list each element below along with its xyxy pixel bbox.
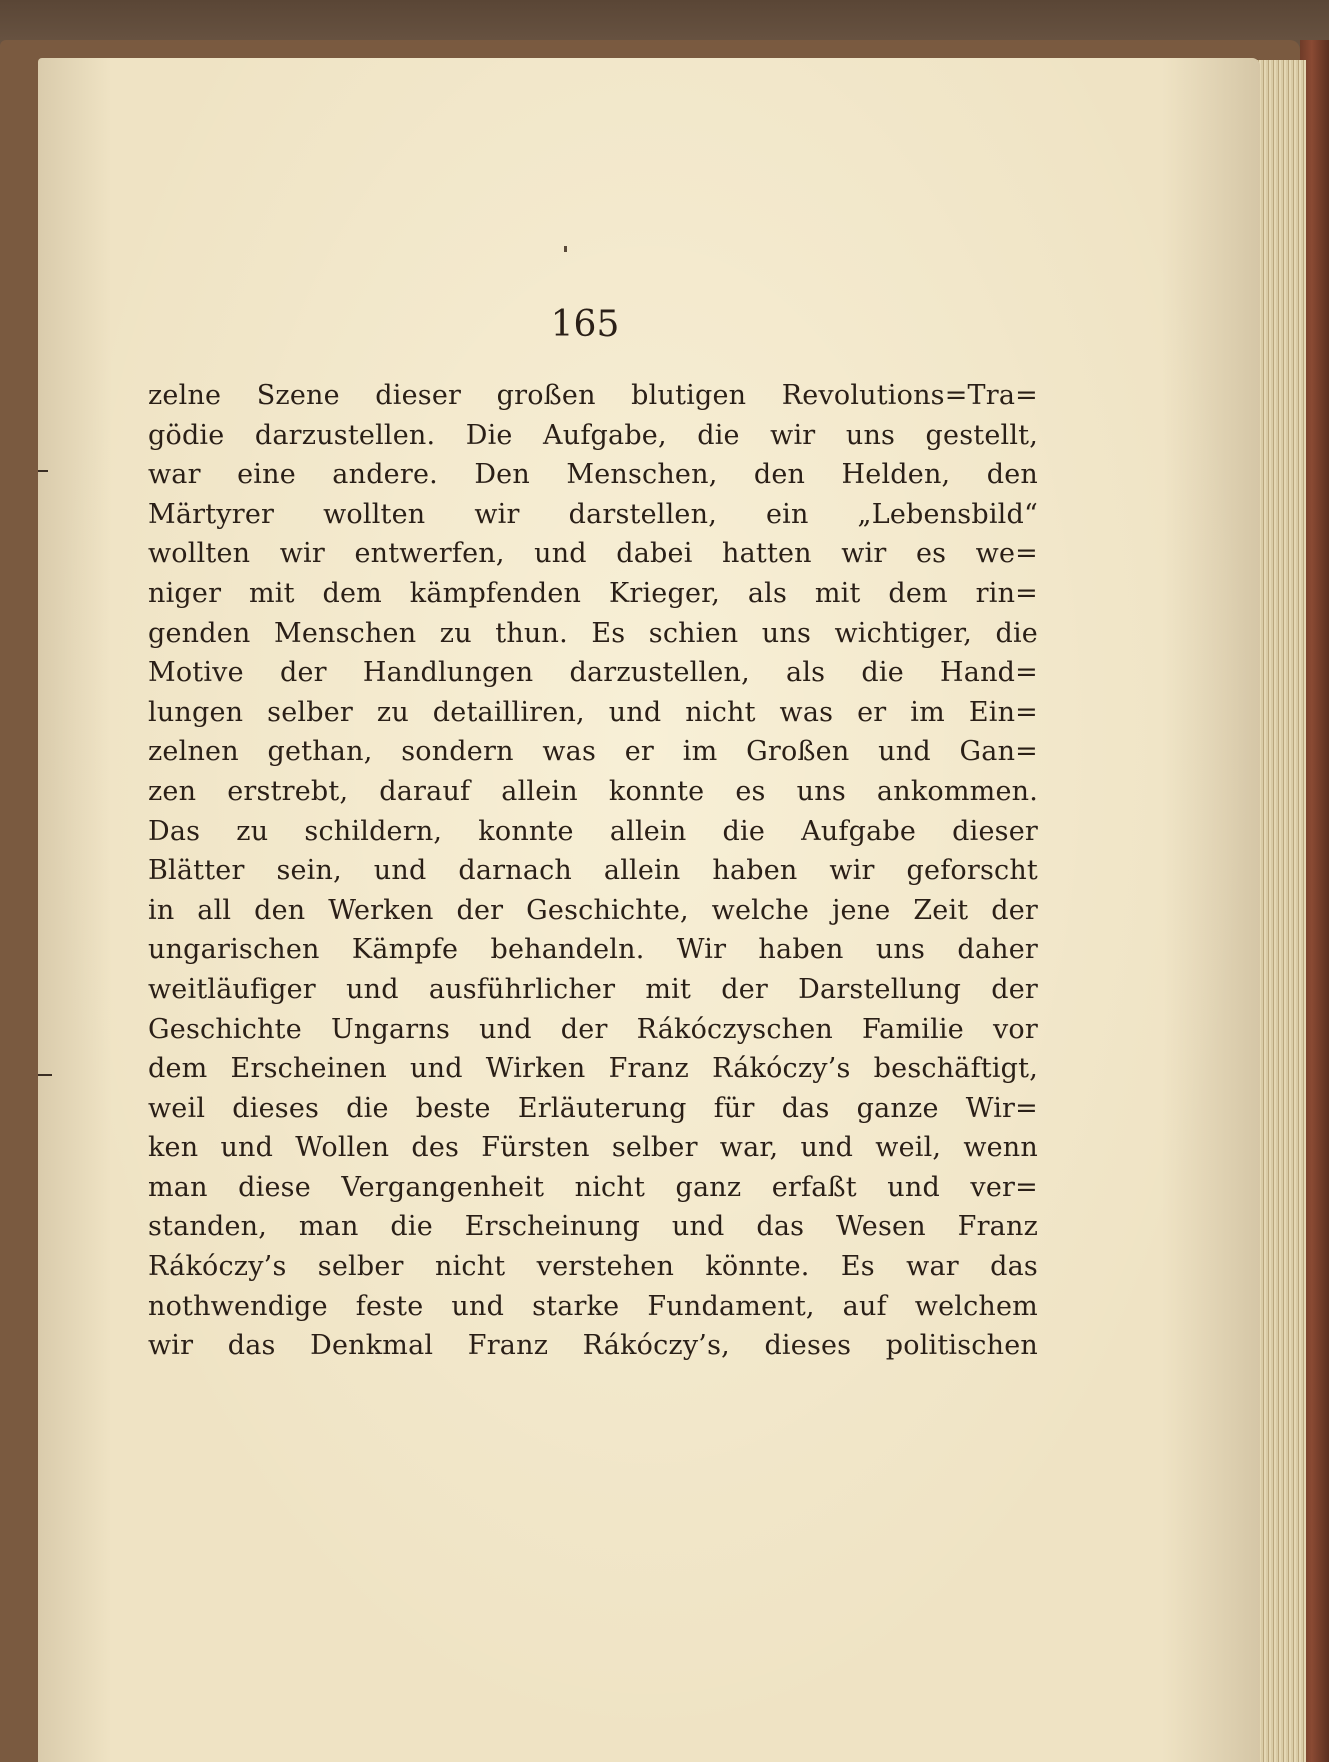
text-line: Geschichte Ungarns und der Rákóczyschen Familie vor [148, 1013, 1038, 1045]
text-line: Motive der Handlungen darzustellen, als die Hand= [148, 657, 1038, 689]
margin-mark [38, 470, 48, 472]
text-line: Rákóczy’s selber nicht verstehen könnte. Es war das [148, 1251, 1038, 1283]
text-line: zelne Szene dieser großen blutigen Revolutions=Tra= [148, 380, 1038, 411]
book-page [38, 58, 1260, 1762]
text-line: weitläufiger und ausführlicher mit der Darstellung der [148, 973, 1038, 1005]
text-line: zelnen gethan, sondern was er im Großen und Gan= [148, 736, 1038, 768]
text-line: Das zu schildern, konnte allein die Aufgabe dieser [148, 815, 1038, 847]
text-line: ungarischen Kämpfe behandeln. Wir haben uns daher [148, 934, 1038, 966]
text-line: genden Menschen zu thun. Es schien uns wichtiger, die [148, 617, 1038, 649]
text-line: zen erstrebt, darauf allein konnte es uns ankommen. [148, 775, 1038, 807]
text-line: nothwendige feste und starke Fundament, auf welchem [148, 1290, 1038, 1322]
text-line: gödie darzustellen. Die Aufgabe, die wir uns gestellt, [148, 419, 1038, 451]
text-line: Blätter sein, und darnach allein haben wir geforscht [148, 855, 1038, 887]
text-line: ken und Wollen des Fürsten selber war, und weil, wenn [148, 1132, 1038, 1164]
ink-speck [564, 246, 567, 252]
page-number: 165 [550, 304, 620, 345]
margin-mark [38, 1074, 52, 1076]
text-line: wollten wir entwerfen, und dabei hatten wir es we= [148, 538, 1038, 570]
text-line: weil dieses die beste Erläuterung für das ganze Wir= [148, 1092, 1038, 1124]
text-line: wir das Denkmal Franz Rákóczy’s, dieses politischen [148, 1330, 1038, 1362]
page-text [148, 376, 1038, 1366]
text-line: niger mit dem kämpfenden Krieger, als mit dem rin= [148, 577, 1038, 609]
text-line: dem Erscheinen und Wirken Franz Rákóczy’s beschäftigt, [148, 1053, 1038, 1085]
text-line: Märtyrer wollten wir darstellen, ein „Lebensbild“ [148, 498, 1038, 530]
text-line: lungen selber zu detailliren, und nicht was er im Ein= [148, 696, 1038, 728]
text-line: man diese Vergangenheit nicht ganz erfaßt und ver= [148, 1171, 1038, 1203]
text-line: in all den Werken der Geschichte, welche jene Zeit der [148, 894, 1038, 926]
text-line: standen, man die Erscheinung und das Wesen Franz [148, 1211, 1038, 1243]
text-line: war eine andere. Den Menschen, den Helden, den [148, 459, 1038, 491]
